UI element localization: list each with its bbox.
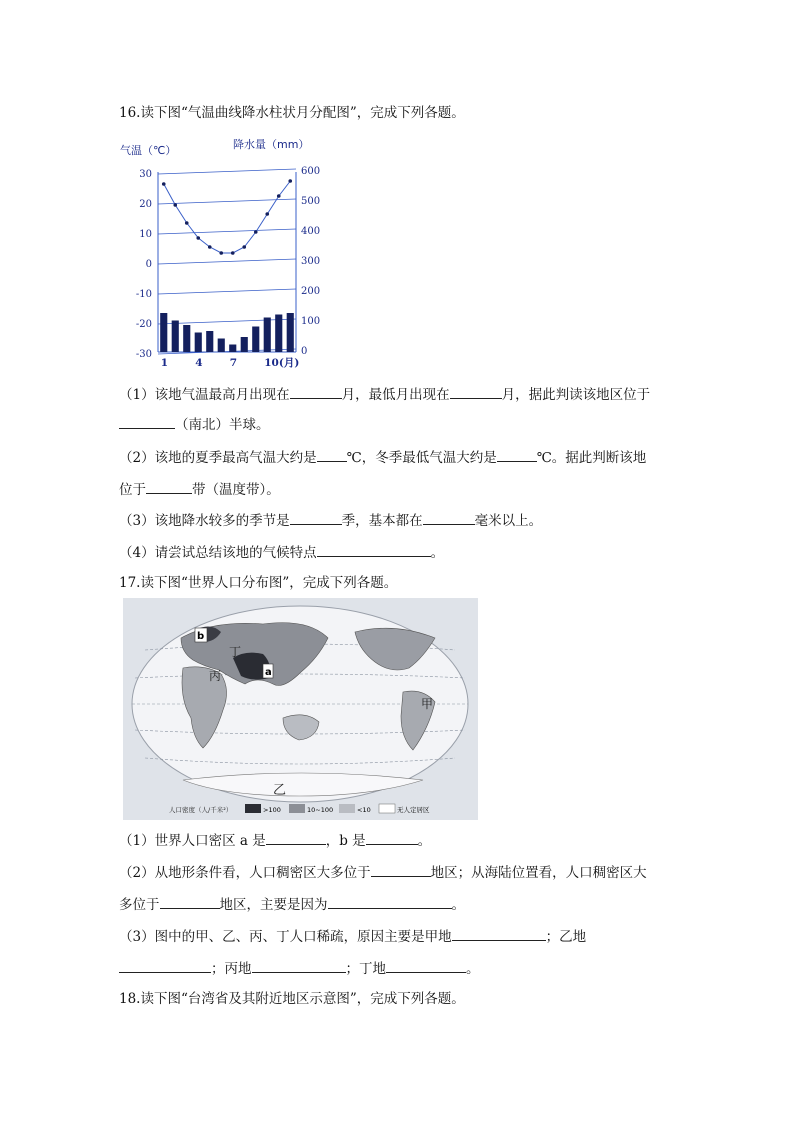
blank[interactable]: [317, 447, 347, 462]
q16-part2-cont: 位于 带（温度带）。: [119, 479, 280, 500]
blank[interactable]: [450, 384, 502, 399]
precip-bar: [160, 313, 167, 352]
temp-point: [231, 251, 235, 255]
temp-point: [208, 245, 212, 249]
blank[interactable]: [497, 447, 537, 462]
q16-title: 16.读下图“气温曲线降水柱状月分配图”，完成下列各题。: [119, 105, 465, 121]
temp-point: [254, 230, 258, 234]
x-tick-label: 7: [229, 357, 238, 369]
grid-line: [158, 289, 296, 294]
blank[interactable]: [119, 414, 175, 429]
map-label-ding: 丁: [229, 645, 242, 659]
temp-tick-label: -30: [135, 349, 152, 360]
q17-part3: （3）图中的甲、乙、丙、丁人口稀疏，原因主要是甲地 ；乙地: [119, 926, 586, 947]
blank[interactable]: [423, 510, 475, 525]
precip-tick-label: 200: [301, 286, 321, 297]
precip-tick-label: 100: [301, 316, 321, 327]
precip-tick-label: 400: [301, 226, 321, 237]
temp-ticks: [136, 169, 152, 360]
temp-line: [164, 181, 290, 253]
blank[interactable]: [371, 862, 431, 877]
q17-part3-cont: ；丙地 ；丁地 。: [119, 958, 480, 979]
temp-point: [288, 179, 292, 183]
q16-part2: （2）该地的夏季最高气温大约是 ℃，冬季最低气温大约是 ℃。据此判断该地: [119, 447, 646, 468]
temp-tick-label: -10: [135, 289, 152, 300]
q16-part4: （4）请尝试总结该地的气候特点 。: [119, 542, 444, 563]
q18-title: 18.读下图“台湾省及其附近地区示意图”，完成下列各题。: [119, 991, 465, 1007]
blank[interactable]: [452, 926, 546, 941]
blank[interactable]: [146, 479, 192, 494]
temp-point: [219, 251, 223, 255]
temp-tick-label: 20: [139, 199, 152, 210]
grid-line: [158, 229, 296, 234]
map-legend: [169, 804, 430, 814]
temp-point: [242, 245, 246, 249]
legend-dense: >100: [263, 806, 281, 814]
legend-sparse: <10: [357, 806, 371, 814]
temp-tick-label: 10: [139, 229, 152, 240]
precip-bar: [172, 321, 179, 353]
map-label-a: a: [265, 667, 272, 678]
q17-title: 17.读下图“世界人口分布图”，完成下列各题。: [119, 575, 398, 591]
blank[interactable]: [252, 958, 346, 973]
map-label-yi: 乙: [273, 783, 287, 798]
blank[interactable]: [119, 958, 211, 973]
temp-point: [185, 221, 189, 225]
precip-tick-label: 500: [301, 196, 321, 207]
legend-uninhabited: 无人定居区: [397, 806, 430, 814]
blank[interactable]: [290, 510, 342, 525]
temp-axis-label: 气温（℃）: [120, 144, 177, 157]
precip-tick-label: 600: [301, 166, 321, 177]
q17-part2-cont: 多位于 地区，主要是因为 。: [119, 894, 465, 915]
legend-title: 人口密度（人/千米²）: [169, 806, 233, 814]
precip-ticks: [301, 166, 320, 357]
precip-bar: [195, 333, 202, 353]
precip-bar: [275, 315, 282, 353]
map-label-b: b: [197, 631, 205, 642]
blank[interactable]: [366, 830, 418, 845]
x-tick-label: 1: [160, 357, 169, 369]
precip-tick-label: 300: [301, 256, 321, 267]
legend-medium: 10~100: [307, 806, 334, 814]
precip-bar: [287, 313, 294, 352]
precip-tick-label: 0: [301, 346, 308, 357]
precip-bar: [206, 331, 213, 352]
blank[interactable]: [266, 830, 326, 845]
temp-point: [265, 212, 269, 216]
temp-point: [277, 194, 281, 198]
precip-bars: [160, 313, 294, 352]
temp-point: [196, 236, 200, 240]
q17-part2: （2）从地形条件看，人口稠密区大多位于 地区；从海陆位置看，人口稠密区大: [119, 862, 647, 883]
precip-bar: [241, 337, 248, 352]
blank[interactable]: [328, 894, 452, 909]
temp-points: [162, 179, 292, 255]
precip-bar: [183, 325, 190, 352]
temp-tick-label: -20: [135, 319, 152, 330]
x-tick-label: 4: [195, 357, 203, 369]
x-ticks: [161, 356, 300, 369]
precip-bar: [252, 327, 259, 353]
temp-tick-label: 0: [145, 259, 152, 270]
precip-bar: [218, 339, 225, 353]
temp-point: [173, 203, 177, 207]
map-label-bing: 丙: [209, 669, 222, 683]
map-label-jia: 甲: [421, 697, 434, 711]
x-tick-label: 10(月): [264, 357, 300, 369]
blank[interactable]: [290, 384, 342, 399]
grid-line: [158, 259, 296, 264]
blank[interactable]: [386, 958, 466, 973]
grid-line: [158, 169, 296, 174]
world-population-map: [123, 598, 478, 820]
blank[interactable]: [160, 894, 220, 909]
temp-tick-label: 30: [139, 169, 152, 180]
precip-bar: [229, 345, 236, 353]
q17-part1: （1）世界人口密区 a 是 ，b 是 。: [119, 830, 431, 851]
precip-bar: [264, 318, 271, 353]
climate-chart: [118, 130, 338, 370]
q16-part1: （1）该地气温最高月出现在 月，最低月出现在 月，据此判读该地区位于: [119, 384, 650, 405]
temp-point: [162, 182, 166, 186]
q16-part3: （3）该地降水较多的季节是 季，基本都在 毫米以上。: [119, 510, 542, 531]
q16-part1-cont: （南北）半球。: [119, 414, 270, 435]
precip-axis-label: 降水量（mm）: [233, 138, 310, 151]
blank[interactable]: [317, 542, 431, 557]
